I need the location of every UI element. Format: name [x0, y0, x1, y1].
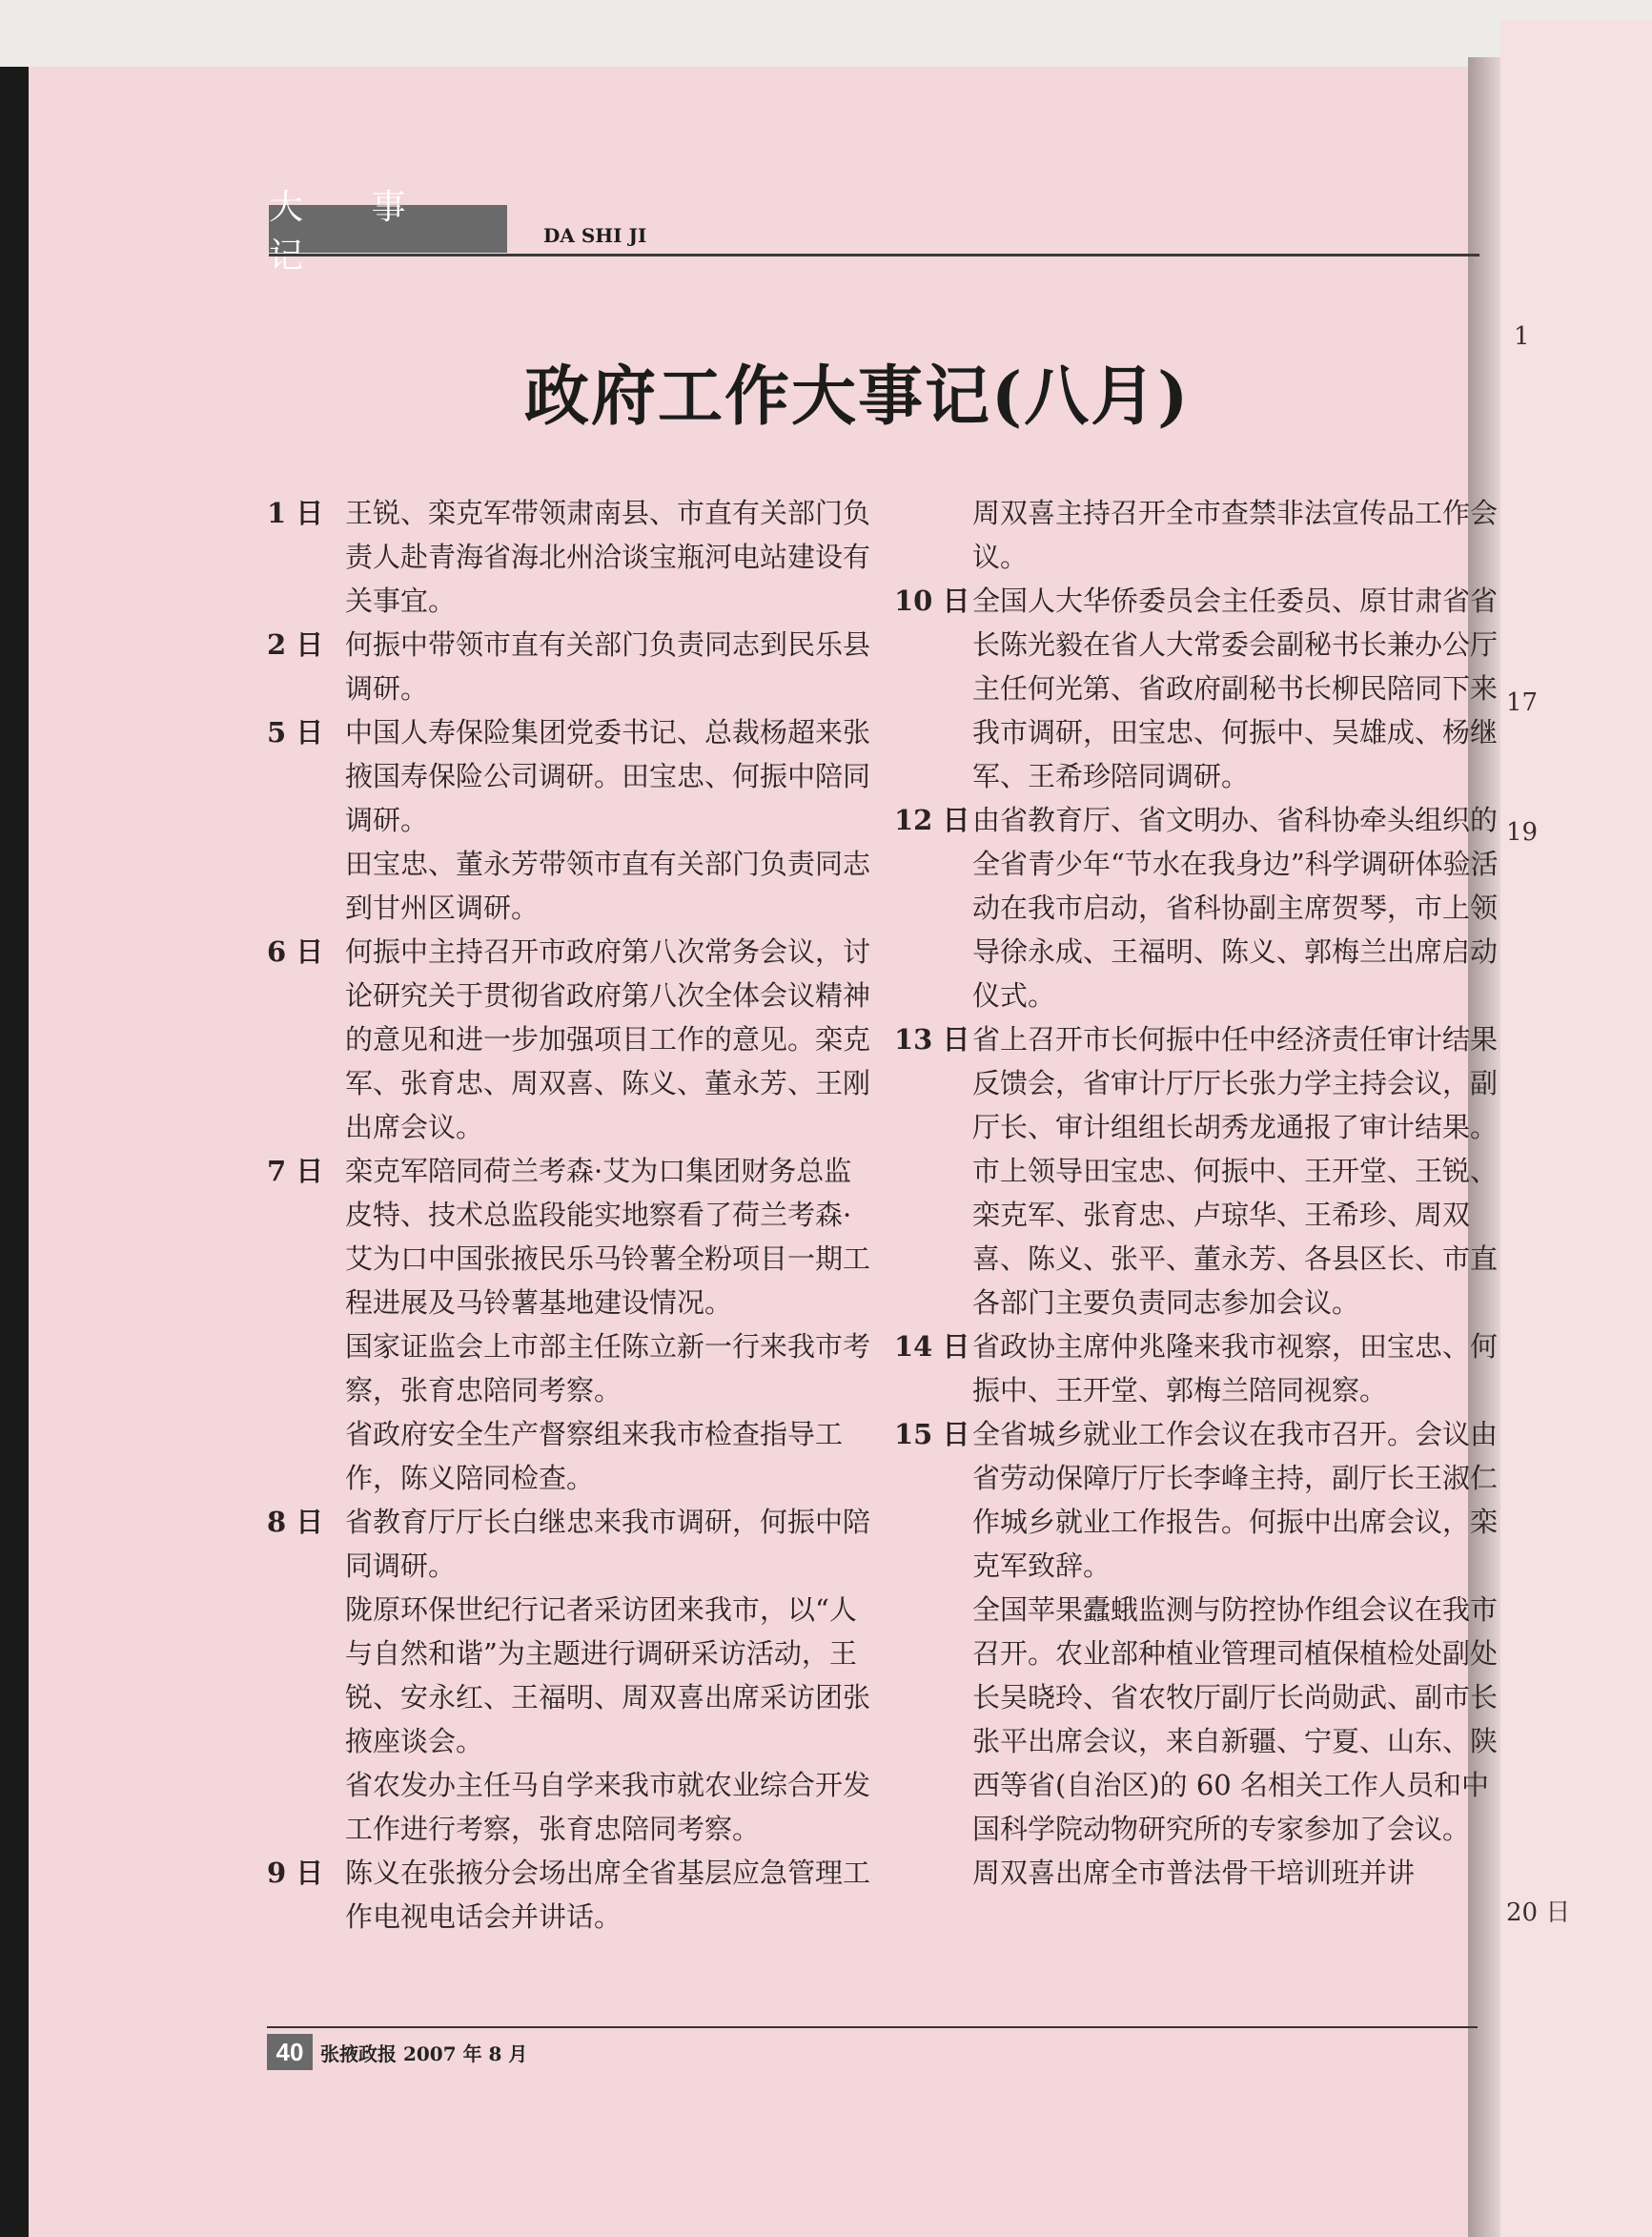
event-entry — [894, 798, 1504, 1017]
event-text: 全国人大华侨委员会主任委员、原甘肃省省长陈光毅在省人大常委会副秘书长兼办公厅主任何光第、省政府副秘书长柳民陪同下来我市调研，田宝忠、何振中、吴雄成、杨继军、王希珍陪同调研。 — [972, 585, 1499, 792]
publication-info: 张掖政报 2007 年 8 月 — [320, 2042, 528, 2065]
event-text: 何振中主持召开市政府第八次常务会议，讨论研究关于贯彻省政府第八次全体会议精神的意见和进一步加强项目工作的意见。栾克军、张育忠、周双喜、陈义、董永芳、王刚出席会议。 — [345, 935, 871, 1143]
event-entry — [267, 1149, 877, 1500]
event-body — [972, 491, 1504, 579]
right-column — [894, 491, 1504, 1895]
scan-left-edge — [0, 67, 29, 2237]
section-pinyin: DA SHI JI — [543, 224, 647, 247]
event-text: 王锐、栾克军带领肃南县、市直有关部门负责人赴青海省海北州洽谈宝瓶河电站建设有关事宜。 — [345, 497, 871, 617]
event-entry — [267, 491, 877, 623]
event-entry — [267, 1851, 877, 1939]
event-entry — [894, 1412, 1504, 1895]
event-entry — [267, 623, 877, 710]
event-text: 田宝忠、董永芳带领市直有关部门负责同志到甘州区调研。 — [345, 848, 871, 924]
event-body — [345, 491, 877, 623]
event-date: 13 日 — [894, 1023, 970, 1056]
event-body — [345, 1149, 877, 1500]
event-text: 省政府安全生产督察组来我市检查指导工作，陈义陪同检查。 — [345, 1418, 844, 1494]
event-text: 省农发办主任马自学来我市就农业综合开发工作进行考察，张育忠陪同考察。 — [345, 1769, 871, 1845]
scan-top-edge — [0, 0, 1652, 74]
adjacent-page-fragment: 19 — [1506, 818, 1539, 847]
event-date: 9 日 — [267, 1857, 324, 1889]
event-body — [345, 930, 877, 1149]
event-date: 15 日 — [894, 1418, 970, 1450]
adjacent-page-fragment: 20 日 — [1506, 1898, 1571, 1927]
event-text: 中国人寿保险集团党委书记、总裁杨超来张掖国寿保险公司调研。田宝忠、何振中陪同调研。 — [345, 716, 871, 836]
event-text: 省上召开市长何振中任中经济责任审计结果反馈会，省审计厅厅长张力学主持会议，副厅长、审计组组长胡秀龙通报了审计结果。市上领导田宝忠、何振中、王开堂、王锐、栾克军、张育忠、卢琼华、王希珍、周双喜、陈义、张平、董永芳、各县区长、市直各部门主要负责同志参加会议。 — [972, 1023, 1499, 1319]
event-entry — [894, 579, 1504, 798]
event-text: 由省教育厅、省文明办、省科协牵头组织的全省青少年“节水在我身边”科学调研体验活动在我市启动，省科协副主席贺琴，市上领导徐永成、王福明、陈义、郭梅兰出席启动仪式。 — [972, 804, 1499, 1012]
event-text: 省教育厅厅长白继忠来我市调研，何振中陪同调研。 — [345, 1506, 871, 1582]
event-body — [972, 1412, 1504, 1895]
event-body — [345, 1851, 877, 1939]
event-body — [345, 623, 877, 710]
event-entry — [267, 710, 877, 930]
page-number: 40 — [267, 2034, 313, 2070]
event-text: 周双喜主持召开全市查禁非法宣传品工作会议。 — [972, 497, 1499, 573]
event-body — [972, 1017, 1504, 1324]
event-text: 周双喜出席全市普法骨干培训班并讲 — [972, 1857, 1416, 1889]
adjacent-page-fragment: 1 — [1514, 322, 1530, 351]
event-body — [972, 1324, 1504, 1412]
event-date: 10 日 — [894, 585, 970, 617]
event-entry — [894, 491, 1504, 579]
event-date: 1 日 — [267, 497, 324, 529]
event-text: 全国苹果蠹蛾监测与防控协作组会议在我市召开。农业部种植业管理司植保植检处副处长吴晓玲、省农牧厅副厅长尚勋武、副市长张平出席会议，来自新疆、宁夏、山东、陕西等省(自治区)的 60 名相关工作人员和中国科学院动物研究所的专家参加了会议。 — [972, 1593, 1499, 1845]
event-text: 陇原环保世纪行记者采访团来我市，以“人与自然和谐”为主题进行调研采访活动，王锐、安永红、王福明、周双喜出席采访团张掖座谈会。 — [345, 1593, 871, 1757]
event-date: 7 日 — [267, 1155, 324, 1187]
event-entry — [267, 1500, 877, 1851]
header-divider — [269, 254, 1479, 257]
event-date: 2 日 — [267, 628, 324, 661]
event-text: 国家证监会上市部主任陈立新一行来我市考察，张育忠陪同考察。 — [345, 1330, 871, 1406]
event-date: 14 日 — [894, 1330, 970, 1363]
event-body — [972, 579, 1504, 798]
event-body — [345, 710, 877, 930]
event-body — [972, 798, 1504, 1017]
event-date: 5 日 — [267, 716, 324, 749]
event-text: 何振中带领市直有关部门负责同志到民乐县调研。 — [345, 628, 871, 705]
event-text: 全省城乡就业工作会议在我市召开。会议由省劳动保障厅厅长李峰主持，副厅长王淑仁作城乡就业工作报告。何振中出席会议，栾克军致辞。 — [972, 1418, 1499, 1582]
event-date: 12 日 — [894, 804, 970, 836]
event-date: 8 日 — [267, 1506, 324, 1538]
event-entry — [267, 930, 877, 1149]
event-date: 6 日 — [267, 935, 324, 968]
page-title: 政府工作大事记(八月) — [524, 359, 1191, 435]
event-body — [345, 1500, 877, 1851]
adjacent-page — [1500, 19, 1652, 2237]
adjacent-page-fragment: 17 — [1506, 688, 1539, 717]
event-text: 省政协主席仲兆隆来我市视察，田宝忠、何振中、王开堂、郭梅兰陪同视察。 — [972, 1330, 1499, 1406]
event-text: 陈义在张掖分会场出席全省基层应急管理工作电视电话会并讲话。 — [345, 1857, 871, 1933]
section-label: 大 事 — [269, 205, 507, 253]
left-column — [267, 491, 877, 1939]
event-entry — [894, 1017, 1504, 1324]
event-date — [894, 491, 972, 579]
footer-divider — [267, 2026, 1478, 2028]
event-entry — [894, 1324, 1504, 1412]
event-text: 栾克军陪同荷兰考森·艾为口集团财务总监皮特、技术总监段能实地察看了荷兰考森·艾为口中国张掖民乐马铃薯全粉项目一期工程进展及马铃薯基地建设情况。 — [345, 1155, 871, 1319]
